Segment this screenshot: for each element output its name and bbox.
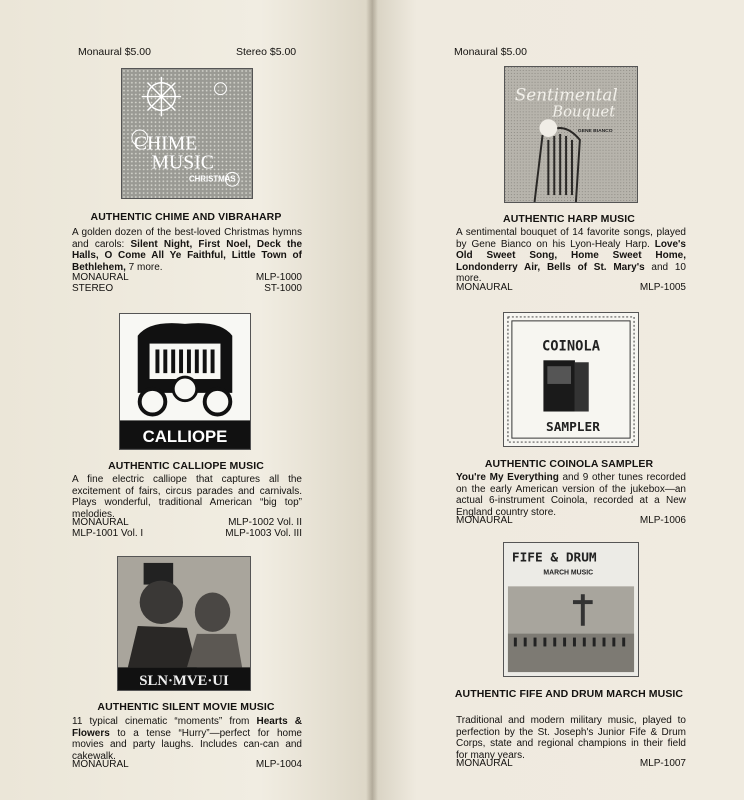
fife-drum-monaural-row: MONAURAL MLP-1007	[456, 758, 686, 769]
coinola-album-description: You're My Everything and 9 other tunes recorded on the early American version of the jukebox—an actual 6-instrument Coinola, recorded at a New England country store.	[456, 472, 686, 518]
calliope-wagon-icon	[138, 323, 233, 414]
calliope-album-title: AUTHENTIC CALLIOPE MUSIC	[108, 460, 264, 472]
silent-movie-album-cover	[117, 556, 251, 691]
fife-drum-album-cover	[503, 542, 639, 677]
stereo-price: Stereo $5.00	[236, 46, 297, 58]
right-page	[372, 0, 744, 800]
cover-subtitle-christmas: CHRISTMAS	[188, 174, 236, 184]
cover-title-chime: CHIME	[133, 132, 198, 155]
harp-album-title: AUTHENTIC HARP MUSIC	[503, 213, 635, 225]
cover-title-sentimental: Sentimental	[514, 84, 618, 105]
cover-subtitle-march-music: MARCH MUSIC	[543, 569, 594, 577]
fife-drum-album-title: AUTHENTIC FIFE AND DRUM MARCH MUSIC	[454, 688, 684, 700]
cover-title-coinola: COINOLA	[541, 338, 601, 355]
calliope-monaural-row: MONAURAL MLP-1002 Vol. II	[72, 517, 302, 528]
harp-album-description: A sentimental bouquet of 14 favorite songs, played by Gene Bianco on his Lyon-Healy Harp. Love's Old Sweet Song, Home Sweet Home, Londonderry Air, Bells of St. Mary's and 10 more.	[456, 227, 686, 284]
chime-monaural-row: MONAURAL MLP-1000	[72, 272, 302, 283]
chime-stereo-row: STEREO ST-1000	[72, 283, 302, 294]
monaural-price: Monaural $5.00	[78, 46, 151, 58]
cover-title-fife-drum: FIFE & DRUM	[511, 550, 597, 566]
cover-title-bouquet: Bouquet	[552, 103, 616, 121]
silent-movie-album-description: 11 typical cinematic “moments” from Hearts & Flowers to a tense “Hurry”—perfect for home movies and party laughs. Includes can-can and cakewalk.	[72, 716, 302, 762]
cover-title-music: MUSIC	[151, 151, 214, 174]
chime-album-title: AUTHENTIC CHIME AND VIBRAHARP	[90, 211, 282, 223]
right-monaural-price: Monaural $5.00	[454, 46, 527, 58]
coinola-album-cover	[503, 312, 639, 447]
silent-movie-monaural-row: MONAURAL MLP-1004	[72, 759, 302, 770]
silent-movie-album-title: AUTHENTIC SILENT MOVIE MUSIC	[97, 701, 275, 713]
coinola-album-title: AUTHENTIC COINOLA SAMPLER	[484, 458, 654, 470]
coinola-monaural-row: MONAURAL MLP-1006	[456, 515, 686, 526]
harp-monaural-row: MONAURAL MLP-1005	[456, 282, 686, 293]
chime-album-cover	[121, 68, 253, 199]
chime-album-description: A golden dozen of the best-loved Christmas hymns and carols: Silent Night, First Noel, Deck the Halls, O Come All Ye Faithful, Little Town of Bethlehem, 7 more.	[72, 227, 303, 273]
jukebox-icon	[543, 360, 588, 411]
calliope-album-cover	[119, 313, 251, 450]
fife-drum-album-description: Traditional and modern military music, played to perfection by the St. Joseph's Junior Fife & Drum Corps, state and regional champions in their field for many years.	[456, 715, 686, 761]
cover-title-sampler: SAMPLER	[546, 420, 600, 436]
harp-album-cover	[504, 66, 638, 203]
calliope-vol-row: MLP-1001 Vol. I MLP-1003 Vol. III	[72, 528, 302, 539]
book-gutter	[366, 0, 378, 800]
cover-title-silent-movie: SLN·MVE·UI	[139, 673, 229, 690]
calliope-album-description: A fine electric calliope that captures all the excitement of fairs, circus parades and carnivals. Plays wonderful, traditional American “big top” melodies.	[72, 474, 302, 520]
cover-artist-name: GENE BIANCO	[577, 129, 613, 135]
cover-title-calliope: CALLIOPE	[142, 427, 228, 447]
